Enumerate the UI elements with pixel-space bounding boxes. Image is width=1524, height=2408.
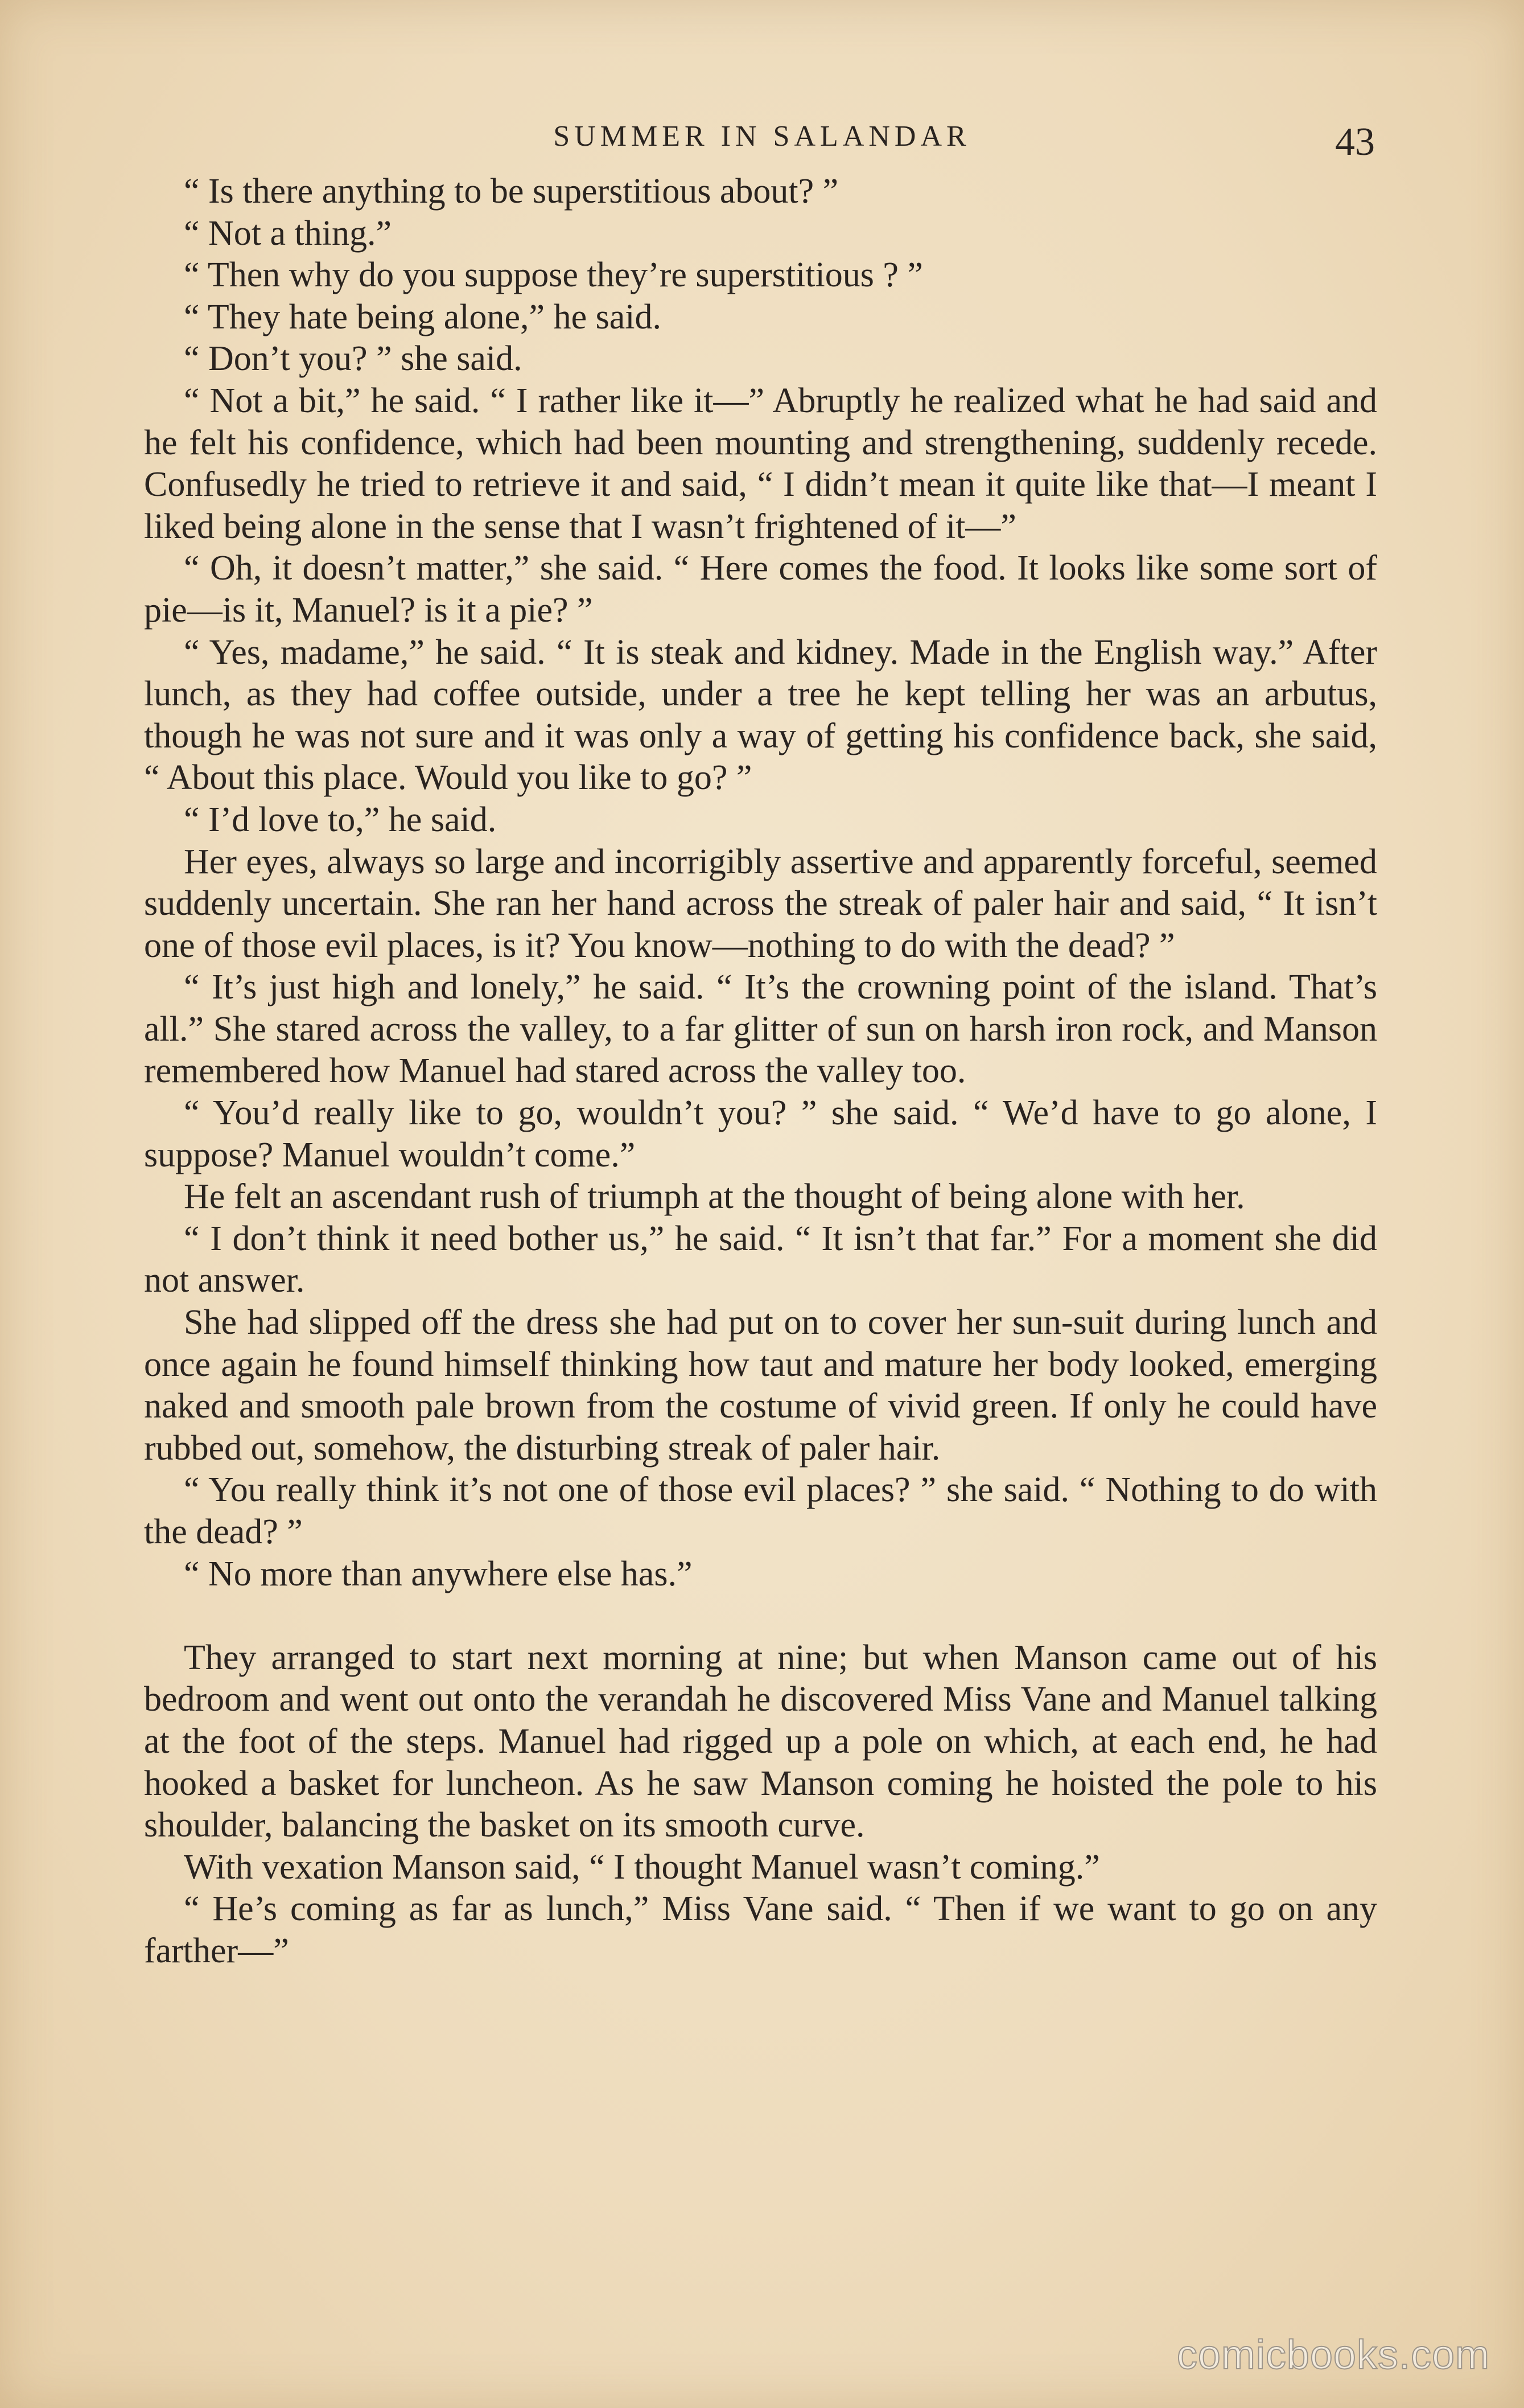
paragraph: “ It’s just high and lonely,” he said. “ It’s the crowning point of the island. That’s all.” She stared across the valley, to a far glitter of sun on harsh iron rock, and Manson remembered how Manuel had stared across the valley too.	[144, 968, 1377, 1091]
paragraph: “ No more than anywhere else has.”	[184, 1554, 693, 1593]
paragraph: He felt an ascendant rush of triumph at the thought of being alone with her.	[184, 1177, 1245, 1217]
paragraph: “ Not a thing.”	[184, 213, 392, 253]
site-watermark: comicbooks.com	[1176, 2332, 1490, 2378]
paragraph: With vexation Manson said, “ I thought Manuel wasn’t coming.”	[184, 1847, 1100, 1887]
paragraph: She had slipped off the dress she had put on to cover her sun-suit during lunch and once again he found himself thinking how taut and mature her body looked, emerging naked and smooth pale brown from the costume of vivid green. If only he could have rubbed out, somehow, the disturbing streak of paler hair.	[144, 1303, 1377, 1468]
paragraph: “ Oh, it doesn’t matter,” she said. “ Here comes the food. It looks like some sort of pie—is it, Manuel? is it a pie? ”	[144, 549, 1377, 630]
running-title: SUMMER IN SALANDAR	[553, 120, 971, 153]
paragraph: Her eyes, always so large and incorrigibly assertive and apparently forceful, seemed suddenly uncertain. She ran her hand across the streak of paler hair and said, “ It isn’t one of those evil places, is it? You know—nothing to do with the dead? ”	[144, 842, 1377, 965]
paragraph: “ Is there anything to be superstitious about? ”	[184, 172, 839, 211]
paragraph: “ You’d really like to go, wouldn’t you? ” she said. “ We’d have to go alone, I suppose? Manuel wouldn’t come.”	[144, 1094, 1377, 1174]
paragraph: “ He’s coming as far as lunch,” Miss Vane said. “ Then if we want to go on any farther––”	[144, 1889, 1377, 1970]
paragraph: “ Yes, madame,” he said. “ It is steak and kidney. Made in the English way.” After lunch, as they had coffee outside, under a tree he kept telling her was an arbutus, though he was not sure and it was only a way of getting his confidence back, she said, “ About this place. Would you like to go? ”	[144, 632, 1377, 798]
paragraph: “ I’d love to,” he said.	[184, 800, 497, 839]
paragraph: “ You really think it’s not one of those evil places? ” she said. “ Nothing to do with the dead? ”	[144, 1470, 1377, 1551]
paragraph: “ Don’t you? ” she said.	[184, 339, 522, 379]
paragraph: “ I don’t think it need bother us,” he said. “ It isn’t that far.” For a moment she did not answer.	[144, 1219, 1377, 1300]
page-number: 43	[1335, 120, 1375, 164]
paragraph: “ Not a bit,” he said. “ I rather like it—” Abruptly he realized what he had said and he felt his confidence, which had been mounting and strengthening, suddenly recede. Confusedly he tried to retrieve it and said, “ I didn’t mean it quite like that—I meant I liked being alone in the sense that I wasn’t frightened of it—”	[144, 381, 1377, 546]
body-text	[144, 171, 1377, 1973]
paragraph: They arranged to start next morning at nine; but when Manson came out of his bedroom and went out onto the verandah he discovered Miss Vane and Manuel talking at the foot of the steps. Manuel had rigged up a pole on which, at each end, he had hooked a basket for luncheon. As he saw Manson coming he hoisted the pole to his shoulder, balancing the basket on its smooth curve.	[144, 1638, 1377, 1845]
paragraph: “ They hate being alone,” he said.	[184, 297, 661, 336]
paragraph: “ Then why do you suppose they’re superstitious ? ”	[184, 256, 923, 295]
